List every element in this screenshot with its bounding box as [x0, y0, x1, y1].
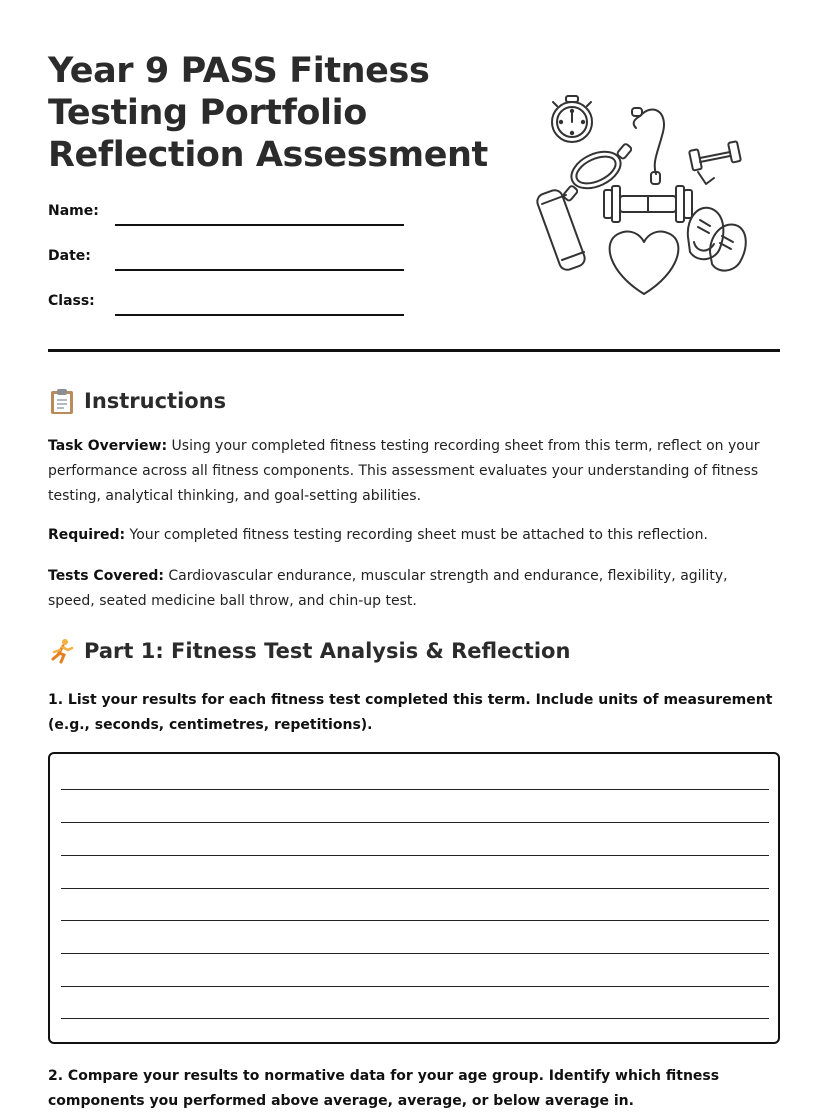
task-overview-paragraph — [48, 434, 788, 509]
water-bottle-icon — [535, 188, 587, 272]
clipboard-icon — [48, 387, 76, 415]
runner-icon — [48, 637, 76, 665]
date-label: Date: — [48, 248, 91, 264]
earphones-icon — [632, 108, 664, 184]
tests-covered-label: Tests Covered: — [48, 568, 164, 584]
class-field[interactable] — [48, 293, 408, 323]
task-overview-text: Using your completed fitness testing recording sheet from this term, reflect on your performance across all fitness components. This assessment evaluates your understanding of fitness testing, analytical thinking, and goal-setting abilities. — [48, 438, 760, 504]
writing-line — [61, 986, 769, 987]
required-paragraph — [48, 523, 788, 548]
required-text: Your completed fitness testing recording sheet must be attached to this reflection. — [125, 527, 708, 543]
writing-line — [61, 1018, 769, 1019]
stopwatch-icon — [552, 96, 592, 142]
name-label: Name: — [48, 203, 99, 219]
instructions-heading-text: Instructions — [84, 389, 227, 413]
class-line[interactable] — [115, 314, 404, 316]
part1-heading — [48, 637, 570, 665]
sneakers-icon — [688, 208, 746, 271]
writing-line — [61, 953, 769, 954]
heart-icon — [610, 232, 679, 294]
task-overview-label: Task Overview: — [48, 438, 168, 454]
dumbbell-icon — [604, 186, 692, 222]
writing-line — [61, 855, 769, 856]
name-line[interactable] — [115, 224, 404, 226]
header-divider — [48, 349, 780, 352]
date-field[interactable] — [48, 248, 408, 278]
tests-covered-paragraph — [48, 564, 748, 614]
writing-line — [61, 822, 769, 823]
fitness-clipart — [528, 92, 758, 302]
class-label: Class: — [48, 293, 95, 309]
question-2: 2. Compare your results to normative data for your age group. Identify which fitness components you performed above average, average, or below average in. — [48, 1068, 720, 1109]
writing-line — [61, 888, 769, 889]
page-title: Year 9 PASS Fitness Testing Portfolio Reflection Assessment — [48, 51, 488, 175]
question-1: 1. List your results for each fitness test completed this term. Include units of measurement (e.g., seconds, centimetres, repetitions). — [48, 692, 773, 733]
writing-line — [61, 789, 769, 790]
tests-covered-text: Cardiovascular endurance, muscular strength and endurance, flexibility, agility, speed, seated medicine ball throw, and chin-up test. — [48, 568, 728, 609]
name-field[interactable] — [48, 203, 408, 233]
required-label: Required: — [48, 527, 126, 543]
jump-rope-icon — [562, 143, 632, 202]
answer-box-q1[interactable] — [48, 752, 780, 1044]
writing-line — [61, 920, 769, 921]
small-dumbbell-icon — [689, 141, 741, 184]
part1-heading-text: Part 1: Fitness Test Analysis & Reflection — [84, 639, 571, 663]
date-line[interactable] — [115, 269, 404, 271]
instructions-heading — [48, 387, 226, 415]
